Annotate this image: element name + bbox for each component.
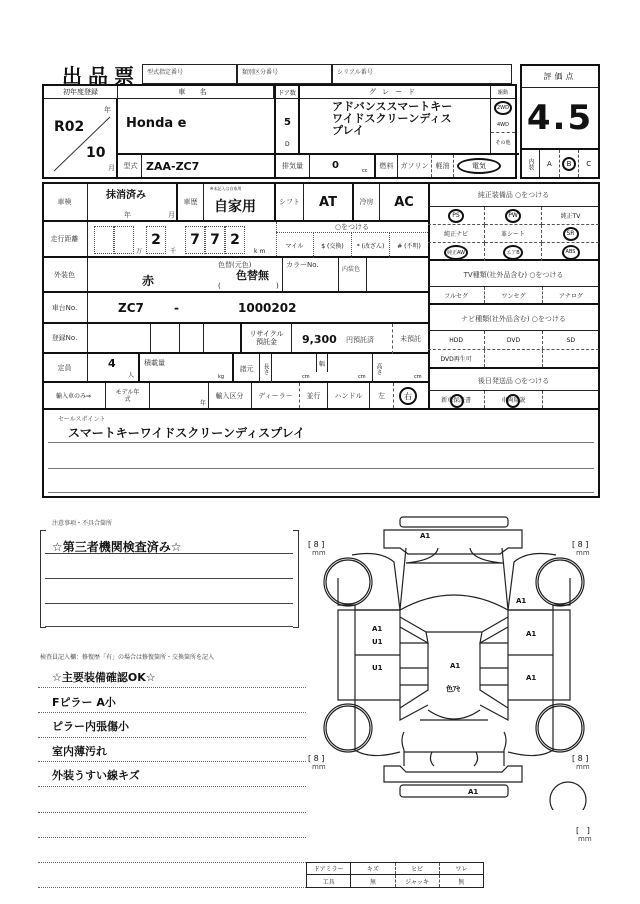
history-label: 車歴 <box>178 184 204 220</box>
navi-title: ナビ種類(社外品含む) ○をつける <box>428 307 599 331</box>
mileage-digit-6: 2 <box>225 226 245 254</box>
tv-fullseg: フルセグ <box>428 287 485 303</box>
recycle-row: 登録No. リサイクル預託金 9,300 円預託済 未預託 <box>42 324 428 354</box>
equip-abs: ABS <box>562 245 580 260</box>
tv-title: TV種類(社外品含む) ○をつける <box>428 263 599 287</box>
equip-tv: 純正TV <box>542 207 599 225</box>
inspector-line-4: 室内薄汚れ <box>52 745 107 758</box>
doors-label: ドア数 <box>274 86 300 99</box>
equip-leather: 革シート <box>485 225 542 243</box>
accessories-table: ドアミラー キズ ヒビ ワレ 工具 無 ジャッキ 無 <box>306 862 484 888</box>
tv-oneseg: ワンセグ <box>485 287 542 303</box>
color-row: 外装色 赤 色替(元色) 色替無 ( ) カラーNo. 内装色 <box>42 258 428 293</box>
chassis-label: 車台No. <box>42 293 88 322</box>
inspector-line-3: ピラー内張傷小 <box>52 720 129 733</box>
first-reg-cell: R02 年 10 月 <box>44 99 118 177</box>
chassis-number: 1000202 <box>238 301 297 315</box>
notes-line-1: ☆第三者機関検査済み☆ <box>52 540 182 554</box>
recycle-value: 9,300 <box>302 333 337 346</box>
exterior-color-label: 外装色 <box>42 258 88 291</box>
warranty-circle <box>450 394 464 408</box>
recycle-label: リサイクル預託金 <box>242 324 292 352</box>
interior-b-selected: B <box>562 157 576 171</box>
tv-analog: アナログ <box>558 292 583 300</box>
history-value: 自家用 <box>214 199 256 215</box>
tread-rear-right: [ 8 ] mm <box>572 754 590 771</box>
inspector-line-1: ☆主要装備確認OK☆ <box>52 671 156 684</box>
notes-label: 注意事項・不具合箇所 <box>52 520 113 527</box>
mark-left-rear-door: U1 <box>372 664 383 672</box>
ac-value: AC <box>394 194 414 210</box>
doors-value: 5 <box>284 117 291 128</box>
name-label: 車 名 <box>118 86 274 99</box>
model-label: 型式 <box>120 155 142 177</box>
drive-column: 駆動 2WD 4WD その他 <box>490 86 515 153</box>
mileage-digit-5: 7 <box>205 226 225 254</box>
mark-rear-bumper: A1 <box>468 788 479 796</box>
grade-value: アドバンススマートキーワイドスクリーンディスプレイ <box>332 100 453 137</box>
slash-line <box>44 99 118 177</box>
mark-right-fender: A1 <box>516 597 527 605</box>
later-manual: 車両取説 <box>501 397 526 404</box>
ac-label: 冷房 <box>354 184 380 220</box>
mark-left-front-door: A1 <box>372 625 383 633</box>
vehicle-info-table: 初年度登録 R02 年 10 月 車 名 Honda e ドア数 5 D グレード アドバンススマートキーワイドスクリーンディスプレイ 駆動 2WD 4WD その他 型式 ZAA-ZC7 排気量 0 cc 燃料 ガソリン 軽油 電気 <box>42 84 517 179</box>
mileage-option-mile: マイル <box>276 233 314 258</box>
chassis-row: 車台No. ZC7 - 1000202 <box>42 293 428 324</box>
navi-hdd: HDD <box>428 331 485 349</box>
shift-value: AT <box>304 184 354 220</box>
mark-roof-note: 色ｱｾ <box>446 685 460 693</box>
drive-2wd-selected: 2WD <box>494 101 512 115</box>
serial-field: シリアル番号 <box>332 64 512 84</box>
equip-navi: 純正ナビ <box>428 225 485 243</box>
fuel-gasoline: ガソリン <box>398 155 432 177</box>
mileage-digit-4: 7 <box>185 226 205 254</box>
rating-value: 4.5 <box>522 88 598 150</box>
inspector-line-2: Fピラー A小 <box>52 696 116 709</box>
manual-circle <box>506 394 520 408</box>
first-reg-label: 初年度登録 <box>44 86 118 99</box>
sales-point-box: セールスポイント スマートキーワイドスクリーンディスプレイ <box>42 410 600 498</box>
tread-spare: [ ] mm <box>576 826 592 843</box>
fuel-electric-selected: 電気 <box>457 158 501 174</box>
exterior-color-value: 赤 <box>142 274 155 288</box>
inspector-line-5: 外装うすい線キズ <box>52 769 140 782</box>
capacity-value: 4 <box>108 357 116 370</box>
displacement-label: 排気量 <box>274 155 310 177</box>
type-approval-field: 型式指定番号 <box>142 64 237 84</box>
capacity-row: 定員 4 人 積載量 kg 諸元 長さ cm 幅 cm 高さ cm <box>42 354 428 383</box>
equip-sr: SR <box>563 227 579 241</box>
interior-c: C <box>586 159 592 168</box>
reg-no-label: 登録No. <box>42 324 88 352</box>
import-row: 輸入車のみ⇒ モデル年式 年 輸入区分 ディーラー 並行 ハンドル 左 右 <box>42 383 428 408</box>
color-change-value: 色替無 <box>236 269 269 282</box>
equip-pw: PW <box>505 209 521 223</box>
tread-front-left: [ 8 ] mm <box>308 540 326 557</box>
tread-front-right: [ 8 ] mm <box>572 540 590 557</box>
sales-point-text: スマートキーワイドスクリーンディスプレイ <box>68 426 306 440</box>
equipment-grid <box>428 207 599 261</box>
capacity-label: 定員 <box>42 354 88 381</box>
later-warranty: 新車保証書 <box>441 397 472 404</box>
model-value: ZAA-ZC7 <box>146 160 200 173</box>
inspection-row: 車検 抹消済み 年 月 車歴 ※未記入は自家用 自家用 シフト AT 冷房 AC <box>42 184 428 222</box>
equip-ps: PS <box>448 209 464 223</box>
mileage-digit-3: 2 <box>146 226 166 254</box>
fuel-diesel: 軽油 <box>432 155 454 177</box>
displacement-value: 0 <box>332 160 339 171</box>
mileage-option-tampered: * (改ざん) <box>352 233 390 258</box>
shift-label: シフト <box>276 184 304 220</box>
first-reg-month: 10 <box>86 145 106 161</box>
chassis-prefix: ZC7 <box>118 301 144 315</box>
vehicle-name: Honda e <box>126 116 187 131</box>
inspection-value: 抹消済み <box>106 190 146 201</box>
equip-aw: 純正AW <box>444 245 468 260</box>
navi-sd: SD <box>566 336 576 344</box>
dvd-playback: DVD再生可 <box>428 350 485 367</box>
rating-box <box>520 64 600 179</box>
interior-a: A <box>540 150 560 177</box>
grade-label: グレード <box>300 86 490 99</box>
car-damage-diagram <box>300 510 610 810</box>
category-field: 類別区分番号 <box>237 64 332 84</box>
navi-dvd: DVD <box>485 331 542 349</box>
mileage-option-unknown: # (不明) <box>397 243 421 250</box>
mileage-option-exchange: $ (交換) <box>314 233 352 258</box>
equip-airbag: エアB <box>503 245 523 260</box>
form-title: 出品票 <box>62 64 140 88</box>
mark-front-bumper: A1 <box>420 532 431 540</box>
inspector-label: 検査員記入欄：修復歴「有」の場合は修復箇所・交換箇所を記入 <box>40 654 215 661</box>
mark-right-rear-door: A1 <box>526 674 537 682</box>
first-reg-year: R02 <box>54 119 85 135</box>
handle-right-selected: 右 <box>399 387 417 405</box>
mark-roof: A1 <box>450 662 461 670</box>
mark-right-front-door: A1 <box>526 630 537 638</box>
interior-label: 内装 <box>522 150 540 177</box>
fuel-label: 燃料 <box>376 155 398 177</box>
equipment-title: 純正装備品 ○をつける <box>428 184 599 207</box>
mileage-label: 走行距離 <box>42 222 88 256</box>
rating-label: 評価点 <box>522 66 598 88</box>
mileage-row: 走行距離 万 2 千 7 7 2 km ○をつける マイル $ (交換) * (改ざん) # (不明) <box>42 222 428 258</box>
mark-left-front-door-u: U1 <box>372 638 383 646</box>
tread-rear-left: [ 8 ] mm <box>308 754 326 771</box>
later-title: 後日発送品 ○をつける <box>428 371 599 391</box>
inspection-label: 車検 <box>42 184 88 220</box>
